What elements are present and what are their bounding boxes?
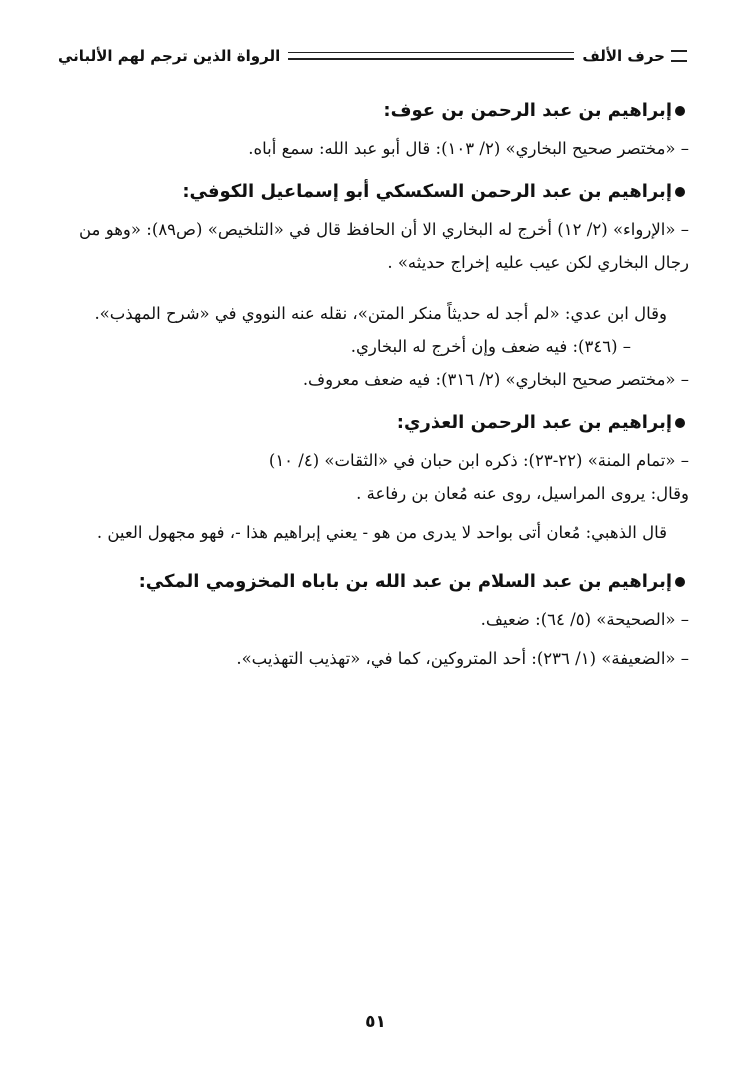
chapter-title: حرف الألف (582, 47, 665, 65)
page-number: ٥١ (365, 1012, 386, 1032)
entry-title (79, 96, 689, 126)
book-title: الرواة الذين ترجم لهم الألباني (58, 47, 281, 65)
entry-line: وقال: يروى المراسيل، روى عنه مُعان بن رفاعة . (356, 484, 689, 503)
entry-title (79, 408, 689, 438)
entry-line: – «الإرواء» (٢/ ١٢) أخرج له البخاري الا أن الحافظ قال في «التلخيص» (ص٨٩): «وهو من رجال البخاري لكن عيب عليه إخراج حديثه» . (79, 220, 689, 272)
running-header (58, 44, 687, 68)
entry-title (79, 567, 689, 597)
entry-line: – «الضعيفة» (١/ ٢٣٦): أحد المتروكين، كما في، «تهذيب التهذيب». (236, 649, 689, 668)
entry-title-text: إبراهيم بن عبد الرحمن السكسكي أبو إسماعيل الكوفي: (182, 181, 672, 202)
entry-line: – «مختصر صحيح البخاري» (٢/ ١٠٣): قال أبو عبد الله: سمع أباه. (248, 139, 689, 158)
bullet-icon (675, 418, 685, 428)
header-rule (288, 52, 574, 60)
entry-title-text: إبراهيم بن عبد الرحمن بن عوف: (383, 100, 672, 121)
page-content (79, 96, 689, 675)
entry-line: – (٣٤٦): فيه ضعف وإن أخرج له البخاري. (350, 337, 631, 356)
header-ornament (671, 50, 687, 62)
bullet-icon (675, 187, 685, 197)
entry-title-text: إبراهيم بن عبد الرحمن العذري: (396, 412, 672, 433)
entry-line: وقال ابن عدي: «لم أجد له حديثاً منكر المتن»، نقله عنه النووي في «شرح المهذب». (94, 304, 667, 323)
bullet-icon (675, 106, 685, 116)
entry-line: قال الذهبي: مُعان أتى بواحد لا يدرى من هو - يعني إبراهيم هذا -، فهو مجهول العين . (96, 523, 667, 542)
entry-title-text: إبراهيم بن عبد السلام بن عبد الله بن باباه المخزومي المكي: (138, 571, 672, 592)
entry-line: – «الصحيحة» (٥/ ٦٤): ضعيف. (480, 610, 689, 629)
bullet-icon (675, 577, 685, 587)
entry-line: – «تمام المنة» (٢٢-٢٣): ذكره ابن حبان في «الثقات» (٤/ ١٠) (268, 451, 689, 470)
entry-title (79, 177, 689, 207)
entry-line: – «مختصر صحيح البخاري» (٢/ ٣١٦): فيه ضعف معروف. (302, 370, 689, 389)
